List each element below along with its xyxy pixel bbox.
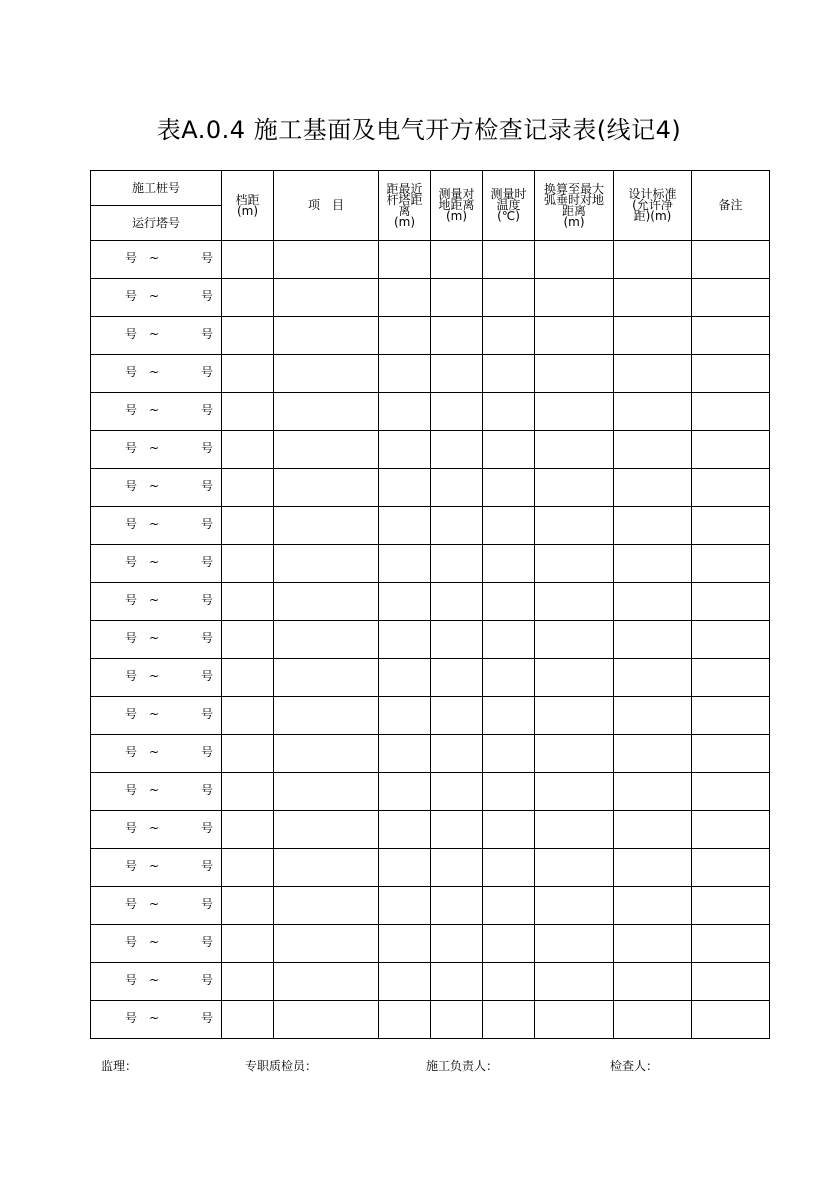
empty-entry-cell[interactable] [274, 849, 379, 887]
empty-entry-cell[interactable] [274, 735, 379, 773]
empty-entry-cell[interactable] [431, 697, 483, 735]
empty-entry-cell[interactable] [535, 241, 614, 279]
segment-from-label: 号 [125, 593, 138, 607]
segment-to-label: 号 [201, 631, 214, 645]
segment-from-label: 号 [125, 973, 138, 987]
segment-to-label: 号 [201, 783, 214, 797]
segment-separator: ~ [149, 593, 160, 607]
footer-quality-inspector: 专职质检员： [245, 1059, 318, 1073]
empty-entry-cell[interactable] [483, 659, 535, 697]
empty-entry-cell[interactable] [222, 469, 274, 507]
empty-entry-cell[interactable] [274, 317, 379, 355]
empty-entry-cell[interactable] [692, 317, 770, 355]
segment-cell[interactable] [91, 887, 222, 925]
segment-from-label: 号 [125, 631, 138, 645]
segment-cell[interactable] [91, 241, 222, 279]
footer-supervisor: 监理： [101, 1059, 138, 1073]
empty-entry-cell[interactable] [535, 811, 614, 849]
empty-entry-cell[interactable] [483, 279, 535, 317]
segment-to-label: 号 [201, 897, 214, 911]
empty-entry-cell[interactable] [379, 659, 431, 697]
empty-entry-cell[interactable] [535, 963, 614, 1001]
table-row [91, 1001, 770, 1039]
segment-separator: ~ [149, 289, 160, 303]
empty-entry-cell[interactable] [431, 241, 483, 279]
empty-entry-cell[interactable] [274, 355, 379, 393]
empty-entry-cell[interactable] [614, 241, 692, 279]
segment-cell[interactable] [91, 1001, 222, 1039]
empty-entry-cell[interactable] [222, 773, 274, 811]
empty-entry-cell[interactable] [483, 507, 535, 545]
table-row [91, 317, 770, 355]
empty-entry-cell[interactable] [222, 583, 274, 621]
header-pile-no: 施工桩号 [91, 171, 222, 206]
header-tower-no: 运行塔号 [91, 206, 222, 241]
segment-to-label: 号 [201, 859, 214, 873]
segment-to-label: 号 [201, 251, 214, 265]
segment-separator: ~ [149, 517, 160, 531]
empty-entry-cell[interactable] [379, 241, 431, 279]
empty-entry-cell[interactable] [535, 393, 614, 431]
empty-entry-cell[interactable] [222, 925, 274, 963]
inspection-table [90, 170, 770, 1039]
empty-entry-cell[interactable] [222, 811, 274, 849]
segment-separator: ~ [149, 403, 160, 417]
empty-entry-cell[interactable] [535, 545, 614, 583]
segment-from-label: 号 [125, 669, 138, 683]
empty-entry-cell[interactable] [614, 735, 692, 773]
empty-entry-cell[interactable] [483, 697, 535, 735]
header-design-standard: 设计标准 (允许净 距)(m) [614, 171, 692, 241]
empty-entry-cell[interactable] [614, 317, 692, 355]
segment-from-label: 号 [125, 251, 138, 265]
empty-entry-cell[interactable] [274, 887, 379, 925]
empty-entry-cell[interactable] [692, 659, 770, 697]
segment-from-label: 号 [125, 745, 138, 759]
empty-entry-cell[interactable] [431, 887, 483, 925]
empty-entry-cell[interactable] [274, 659, 379, 697]
empty-entry-cell[interactable] [379, 469, 431, 507]
empty-entry-cell[interactable] [431, 431, 483, 469]
segment-from-label: 号 [125, 479, 138, 493]
empty-entry-cell[interactable] [274, 925, 379, 963]
segment-cell[interactable] [91, 925, 222, 963]
segment-separator: ~ [149, 745, 160, 759]
empty-entry-cell[interactable] [379, 393, 431, 431]
empty-entry-cell[interactable] [614, 1001, 692, 1039]
empty-entry-cell[interactable] [222, 887, 274, 925]
empty-entry-cell[interactable] [692, 583, 770, 621]
empty-entry-cell[interactable] [535, 1001, 614, 1039]
empty-entry-cell[interactable] [535, 887, 614, 925]
segment-cell[interactable] [91, 279, 222, 317]
segment-separator: ~ [149, 1011, 160, 1025]
table-row [91, 469, 770, 507]
empty-entry-cell[interactable] [692, 735, 770, 773]
segment-separator: ~ [149, 479, 160, 493]
segment-cell[interactable] [91, 317, 222, 355]
table-row [91, 431, 770, 469]
empty-entry-cell[interactable] [222, 849, 274, 887]
empty-entry-cell[interactable] [692, 279, 770, 317]
empty-entry-cell[interactable] [535, 355, 614, 393]
empty-entry-cell[interactable] [535, 621, 614, 659]
empty-entry-cell[interactable] [222, 1001, 274, 1039]
segment-to-label: 号 [201, 935, 214, 949]
header-converted-dist: 换算至最大 弧垂时对地 距离 (m) [535, 171, 614, 241]
empty-entry-cell[interactable] [483, 545, 535, 583]
empty-entry-cell[interactable] [483, 583, 535, 621]
empty-entry-cell[interactable] [222, 545, 274, 583]
empty-entry-cell[interactable] [222, 735, 274, 773]
footer-construction-lead: 施工负责人： [426, 1059, 499, 1073]
empty-entry-cell[interactable] [379, 583, 431, 621]
empty-entry-cell[interactable] [274, 431, 379, 469]
segment-separator: ~ [149, 821, 160, 835]
segment-to-label: 号 [201, 555, 214, 569]
segment-from-label: 号 [125, 935, 138, 949]
empty-entry-cell[interactable] [431, 355, 483, 393]
table-row [91, 811, 770, 849]
empty-entry-cell[interactable] [614, 279, 692, 317]
header-measured-dist: 测量对 地距离 (m) [431, 171, 483, 241]
segment-to-label: 号 [201, 745, 214, 759]
empty-entry-cell[interactable] [692, 963, 770, 1001]
empty-entry-cell[interactable] [222, 317, 274, 355]
empty-entry-cell[interactable] [614, 811, 692, 849]
empty-entry-cell[interactable] [379, 507, 431, 545]
empty-entry-cell[interactable] [614, 393, 692, 431]
segment-cell[interactable] [91, 583, 222, 621]
empty-entry-cell[interactable] [614, 963, 692, 1001]
segment-to-label: 号 [201, 517, 214, 531]
header-span-text: 档距 (m) [235, 192, 260, 218]
empty-entry-cell[interactable] [692, 545, 770, 583]
empty-entry-cell[interactable] [535, 849, 614, 887]
empty-entry-cell[interactable] [379, 317, 431, 355]
empty-entry-cell[interactable] [692, 849, 770, 887]
empty-entry-cell[interactable] [692, 811, 770, 849]
empty-entry-cell[interactable] [692, 507, 770, 545]
empty-entry-cell[interactable] [379, 279, 431, 317]
empty-entry-cell[interactable] [535, 659, 614, 697]
empty-entry-cell[interactable] [614, 621, 692, 659]
empty-entry-cell[interactable] [692, 469, 770, 507]
empty-entry-cell[interactable] [692, 925, 770, 963]
empty-entry-cell[interactable] [431, 811, 483, 849]
segment-cell[interactable] [91, 735, 222, 773]
empty-entry-cell[interactable] [431, 393, 483, 431]
table-row [91, 697, 770, 735]
empty-entry-cell[interactable] [222, 697, 274, 735]
segment-from-label: 号 [125, 517, 138, 531]
segment-cell[interactable] [91, 469, 222, 507]
segment-cell[interactable] [91, 697, 222, 735]
empty-entry-cell[interactable] [222, 355, 274, 393]
empty-entry-cell[interactable] [274, 697, 379, 735]
segment-cell[interactable] [91, 963, 222, 1001]
empty-entry-cell[interactable] [483, 963, 535, 1001]
empty-entry-cell[interactable] [274, 393, 379, 431]
segment-to-label: 号 [201, 327, 214, 341]
empty-entry-cell[interactable] [535, 431, 614, 469]
segment-separator: ~ [149, 935, 160, 949]
empty-entry-cell[interactable] [431, 621, 483, 659]
table-row [91, 735, 770, 773]
header-item: 项 目 [274, 171, 379, 241]
header-measured-temp: 测量时 温度 (℃) [483, 171, 535, 241]
empty-entry-cell[interactable] [535, 925, 614, 963]
segment-from-label: 号 [125, 441, 138, 455]
empty-entry-cell[interactable] [614, 659, 692, 697]
empty-entry-cell[interactable] [431, 925, 483, 963]
empty-entry-cell[interactable] [692, 621, 770, 659]
empty-entry-cell[interactable] [614, 355, 692, 393]
empty-entry-cell[interactable] [274, 963, 379, 1001]
segment-separator: ~ [149, 251, 160, 265]
empty-entry-cell[interactable] [274, 621, 379, 659]
segment-separator: ~ [149, 327, 160, 341]
empty-entry-cell[interactable] [483, 925, 535, 963]
segment-separator: ~ [149, 441, 160, 455]
empty-entry-cell[interactable] [431, 849, 483, 887]
empty-entry-cell[interactable] [379, 697, 431, 735]
empty-entry-cell[interactable] [379, 735, 431, 773]
segment-cell[interactable] [91, 849, 222, 887]
empty-entry-cell[interactable] [379, 773, 431, 811]
table-row [91, 241, 770, 279]
segment-from-label: 号 [125, 1011, 138, 1025]
segment-cell[interactable] [91, 659, 222, 697]
segment-cell[interactable] [91, 773, 222, 811]
empty-entry-cell[interactable] [379, 545, 431, 583]
empty-entry-cell[interactable] [535, 469, 614, 507]
segment-cell[interactable] [91, 621, 222, 659]
empty-entry-cell[interactable] [535, 507, 614, 545]
empty-entry-cell[interactable] [535, 697, 614, 735]
empty-entry-cell[interactable] [274, 1001, 379, 1039]
segment-from-label: 号 [125, 403, 138, 417]
table-row [91, 507, 770, 545]
segment-cell[interactable] [91, 431, 222, 469]
empty-entry-cell[interactable] [535, 279, 614, 317]
empty-entry-cell[interactable] [222, 963, 274, 1001]
table-row [91, 279, 770, 317]
empty-entry-cell[interactable] [379, 963, 431, 1001]
empty-entry-cell[interactable] [222, 393, 274, 431]
empty-entry-cell[interactable] [614, 431, 692, 469]
empty-entry-cell[interactable] [483, 393, 535, 431]
empty-entry-cell[interactable] [614, 887, 692, 925]
header-dist-nearest: 距最近 杆塔距 离 (m) [379, 171, 431, 241]
table-row [91, 355, 770, 393]
table-row [91, 545, 770, 583]
header-span [222, 171, 274, 241]
segment-to-label: 号 [201, 1011, 214, 1025]
empty-entry-cell[interactable] [692, 393, 770, 431]
empty-entry-cell[interactable] [614, 697, 692, 735]
table-row [91, 393, 770, 431]
segment-separator: ~ [149, 365, 160, 379]
segment-separator: ~ [149, 631, 160, 645]
segment-from-label: 号 [125, 327, 138, 341]
empty-entry-cell[interactable] [222, 507, 274, 545]
empty-entry-cell[interactable] [483, 849, 535, 887]
table-row [91, 925, 770, 963]
empty-entry-cell[interactable] [692, 241, 770, 279]
empty-entry-cell[interactable] [379, 355, 431, 393]
segment-from-label: 号 [125, 707, 138, 721]
empty-entry-cell[interactable] [379, 811, 431, 849]
segment-cell[interactable] [91, 507, 222, 545]
segment-from-label: 号 [125, 555, 138, 569]
empty-entry-cell[interactable] [692, 1001, 770, 1039]
segment-separator: ~ [149, 669, 160, 683]
table-row [91, 583, 770, 621]
segment-to-label: 号 [201, 289, 214, 303]
empty-entry-cell[interactable] [614, 583, 692, 621]
empty-entry-cell[interactable] [222, 659, 274, 697]
empty-entry-cell[interactable] [614, 849, 692, 887]
empty-entry-cell[interactable] [431, 507, 483, 545]
table-row [91, 659, 770, 697]
empty-entry-cell[interactable] [274, 583, 379, 621]
empty-entry-cell[interactable] [483, 621, 535, 659]
empty-entry-cell[interactable] [222, 241, 274, 279]
segment-separator: ~ [149, 555, 160, 569]
empty-entry-cell[interactable] [535, 317, 614, 355]
empty-entry-cell[interactable] [222, 279, 274, 317]
empty-entry-cell[interactable] [274, 545, 379, 583]
empty-entry-cell[interactable] [692, 773, 770, 811]
segment-to-label: 号 [201, 669, 214, 683]
segment-to-label: 号 [201, 821, 214, 835]
empty-entry-cell[interactable] [483, 735, 535, 773]
footer-checker: 检查人： [610, 1059, 659, 1073]
segment-separator: ~ [149, 859, 160, 873]
segment-from-label: 号 [125, 897, 138, 911]
segment-to-label: 号 [201, 403, 214, 417]
segment-cell[interactable] [91, 393, 222, 431]
empty-entry-cell[interactable] [483, 773, 535, 811]
table-row [91, 621, 770, 659]
empty-entry-cell[interactable] [483, 355, 535, 393]
empty-entry-cell[interactable] [431, 317, 483, 355]
empty-entry-cell[interactable] [614, 925, 692, 963]
segment-to-label: 号 [201, 973, 214, 987]
empty-entry-cell[interactable] [692, 697, 770, 735]
empty-entry-cell[interactable] [614, 545, 692, 583]
empty-entry-cell[interactable] [535, 735, 614, 773]
segment-separator: ~ [149, 973, 160, 987]
segment-separator: ~ [149, 783, 160, 797]
empty-entry-cell[interactable] [614, 507, 692, 545]
table-row [91, 887, 770, 925]
segment-separator: ~ [149, 707, 160, 721]
empty-entry-cell[interactable] [535, 583, 614, 621]
segment-to-label: 号 [201, 441, 214, 455]
segment-cell[interactable] [91, 355, 222, 393]
table-row [91, 963, 770, 1001]
segment-to-label: 号 [201, 479, 214, 493]
empty-entry-cell[interactable] [379, 925, 431, 963]
empty-entry-cell[interactable] [614, 469, 692, 507]
empty-entry-cell[interactable] [379, 887, 431, 925]
empty-entry-cell[interactable] [274, 279, 379, 317]
empty-entry-cell[interactable] [692, 355, 770, 393]
empty-entry-cell[interactable] [431, 773, 483, 811]
empty-entry-cell[interactable] [431, 1001, 483, 1039]
empty-entry-cell[interactable] [483, 887, 535, 925]
segment-from-label: 号 [125, 859, 138, 873]
empty-entry-cell[interactable] [535, 773, 614, 811]
segment-separator: ~ [149, 897, 160, 911]
empty-entry-cell[interactable] [483, 431, 535, 469]
segment-from-label: 号 [125, 289, 138, 303]
empty-entry-cell[interactable] [431, 545, 483, 583]
empty-entry-cell[interactable] [614, 773, 692, 811]
empty-entry-cell[interactable] [379, 849, 431, 887]
segment-from-label: 号 [125, 821, 138, 835]
empty-entry-cell[interactable] [483, 317, 535, 355]
empty-entry-cell[interactable] [222, 431, 274, 469]
segment-to-label: 号 [201, 365, 214, 379]
segment-from-label: 号 [125, 365, 138, 379]
empty-entry-cell[interactable] [431, 469, 483, 507]
empty-entry-cell[interactable] [274, 507, 379, 545]
empty-entry-cell[interactable] [692, 887, 770, 925]
empty-entry-cell[interactable] [483, 1001, 535, 1039]
empty-entry-cell[interactable] [222, 621, 274, 659]
segment-from-label: 号 [125, 783, 138, 797]
table-row [91, 849, 770, 887]
empty-entry-cell[interactable] [379, 431, 431, 469]
header-remark: 备注 [692, 171, 770, 241]
segment-cell[interactable] [91, 545, 222, 583]
empty-entry-cell[interactable] [379, 1001, 431, 1039]
empty-entry-cell[interactable] [274, 241, 379, 279]
empty-entry-cell[interactable] [274, 469, 379, 507]
empty-entry-cell[interactable] [274, 811, 379, 849]
empty-entry-cell[interactable] [483, 469, 535, 507]
empty-entry-cell[interactable] [431, 279, 483, 317]
empty-entry-cell[interactable] [431, 963, 483, 1001]
empty-entry-cell[interactable] [431, 583, 483, 621]
empty-entry-cell[interactable] [431, 735, 483, 773]
empty-entry-cell[interactable] [483, 811, 535, 849]
empty-entry-cell[interactable] [379, 621, 431, 659]
empty-entry-cell[interactable] [274, 773, 379, 811]
empty-entry-cell[interactable] [483, 241, 535, 279]
table-row [91, 773, 770, 811]
empty-entry-cell[interactable] [431, 659, 483, 697]
empty-entry-cell[interactable] [692, 431, 770, 469]
page-title: 表A.0.4 施工基面及电气开方检查记录表(线记4) [156, 116, 682, 144]
segment-to-label: 号 [201, 707, 214, 721]
segment-cell[interactable] [91, 811, 222, 849]
segment-to-label: 号 [201, 593, 214, 607]
